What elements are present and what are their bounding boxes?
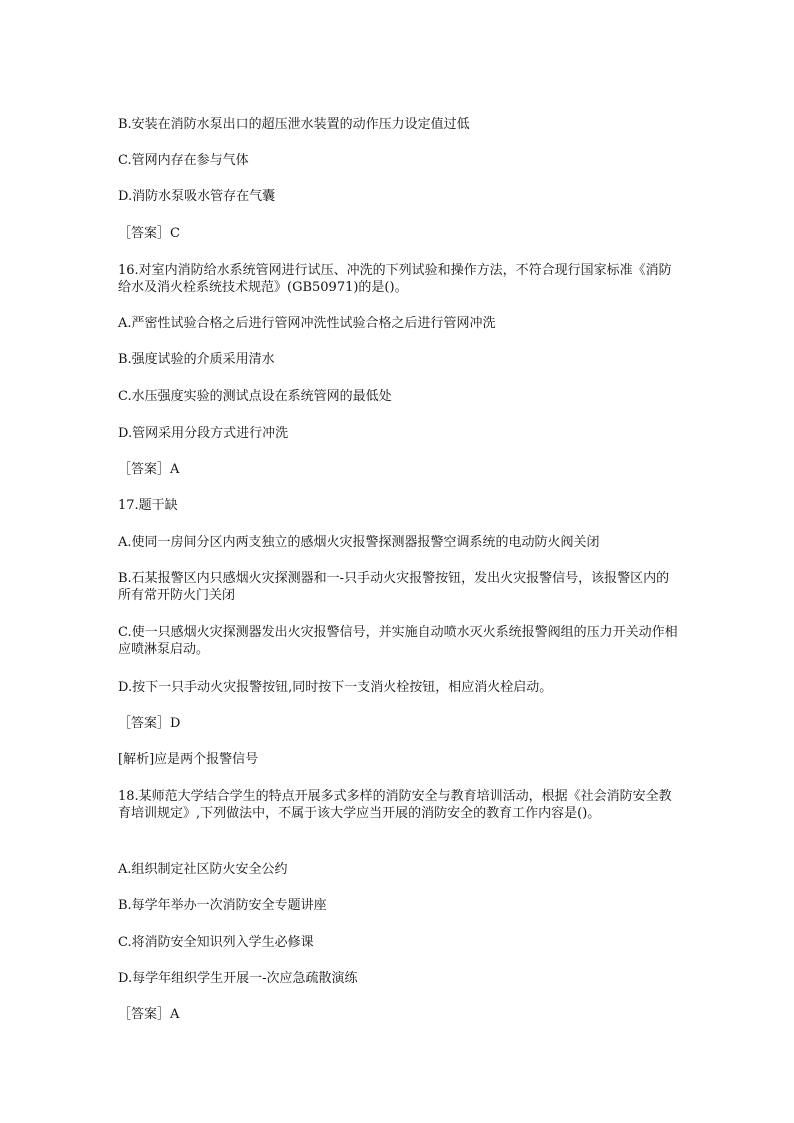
option-b-q17: B.石某报警区内只感烟火灾探测器和一-只手动火灾报警按钮，发出火灾报警信号，该报警区内的所有常开防火门关闭 [118, 571, 670, 603]
option-d-q18: D.每学年组织学生开展一-次应急疏散演练 [118, 971, 358, 986]
answer-q15: ［答案］C [118, 226, 180, 241]
answer-q17: ［答案］D [118, 716, 181, 731]
option-d-q15: D.消防水泵吸水管存在气囊 [118, 189, 276, 204]
answer-q18: ［答案］A [118, 1007, 180, 1022]
option-b-q15: B.安装在消防水泵出口的超压泄水装置的动作压力设定值过低 [118, 117, 470, 132]
option-c-q15: C.管网内存在参与气体 [118, 153, 249, 168]
option-c-q18: C.将消防安全知识列入学生必修课 [118, 935, 314, 950]
option-d-q17: D.按下一只手动火灾报警按钮,同时按下一支消火栓按钮，相应消火栓启动。 [118, 680, 553, 695]
option-a-q18: A.组织制定社区防火安全公约 [118, 862, 288, 877]
question-16: 16.对室内消防给水系统管网进行试压、冲洗的下列试验和操作方法，不符合现行国家标准《消防给水及消火栓系统技术规范》(GB50971)的是()。 [118, 263, 672, 295]
option-a-q16: A.严密性试验合格之后进行管网冲洗性试验合格之后进行管网冲洗 [118, 316, 496, 331]
question-18: 18.某师范大学结合学生的特点开展多式多样的消防安全与教育培训活动，根据《社会消防安全教育培训规定》,下列做法中，不属于该大学应当开展的消防安全的教育工作内容是()。 [118, 789, 672, 821]
analysis-q17: [解析]应是两个报警信号 [118, 752, 259, 767]
option-c-q17: C.使一只感烟火灾探测器发出火灾报警信号，并实施自动喷水灭火系统报警阀组的压力开关动作相应喷淋泵启动。 [118, 625, 678, 657]
option-a-q17: A.使同一房间分区内两支独立的感烟火灾报警探测器报警空调系统的电动防火阀关闭 [118, 535, 600, 550]
option-d-q16: D.管网采用分段方式进行冲洗 [118, 426, 289, 441]
option-b-q16: B.强度试验的介质采用清水 [118, 352, 275, 367]
answer-q16: ［答案］A [118, 462, 180, 477]
question-17: 17.题干缺 [118, 498, 178, 513]
option-b-q18: B.每学年举办一次消防安全专题讲座 [118, 898, 327, 913]
option-c-q16: C.水压强度实验的测试点设在系统管网的最低处 [118, 389, 392, 404]
